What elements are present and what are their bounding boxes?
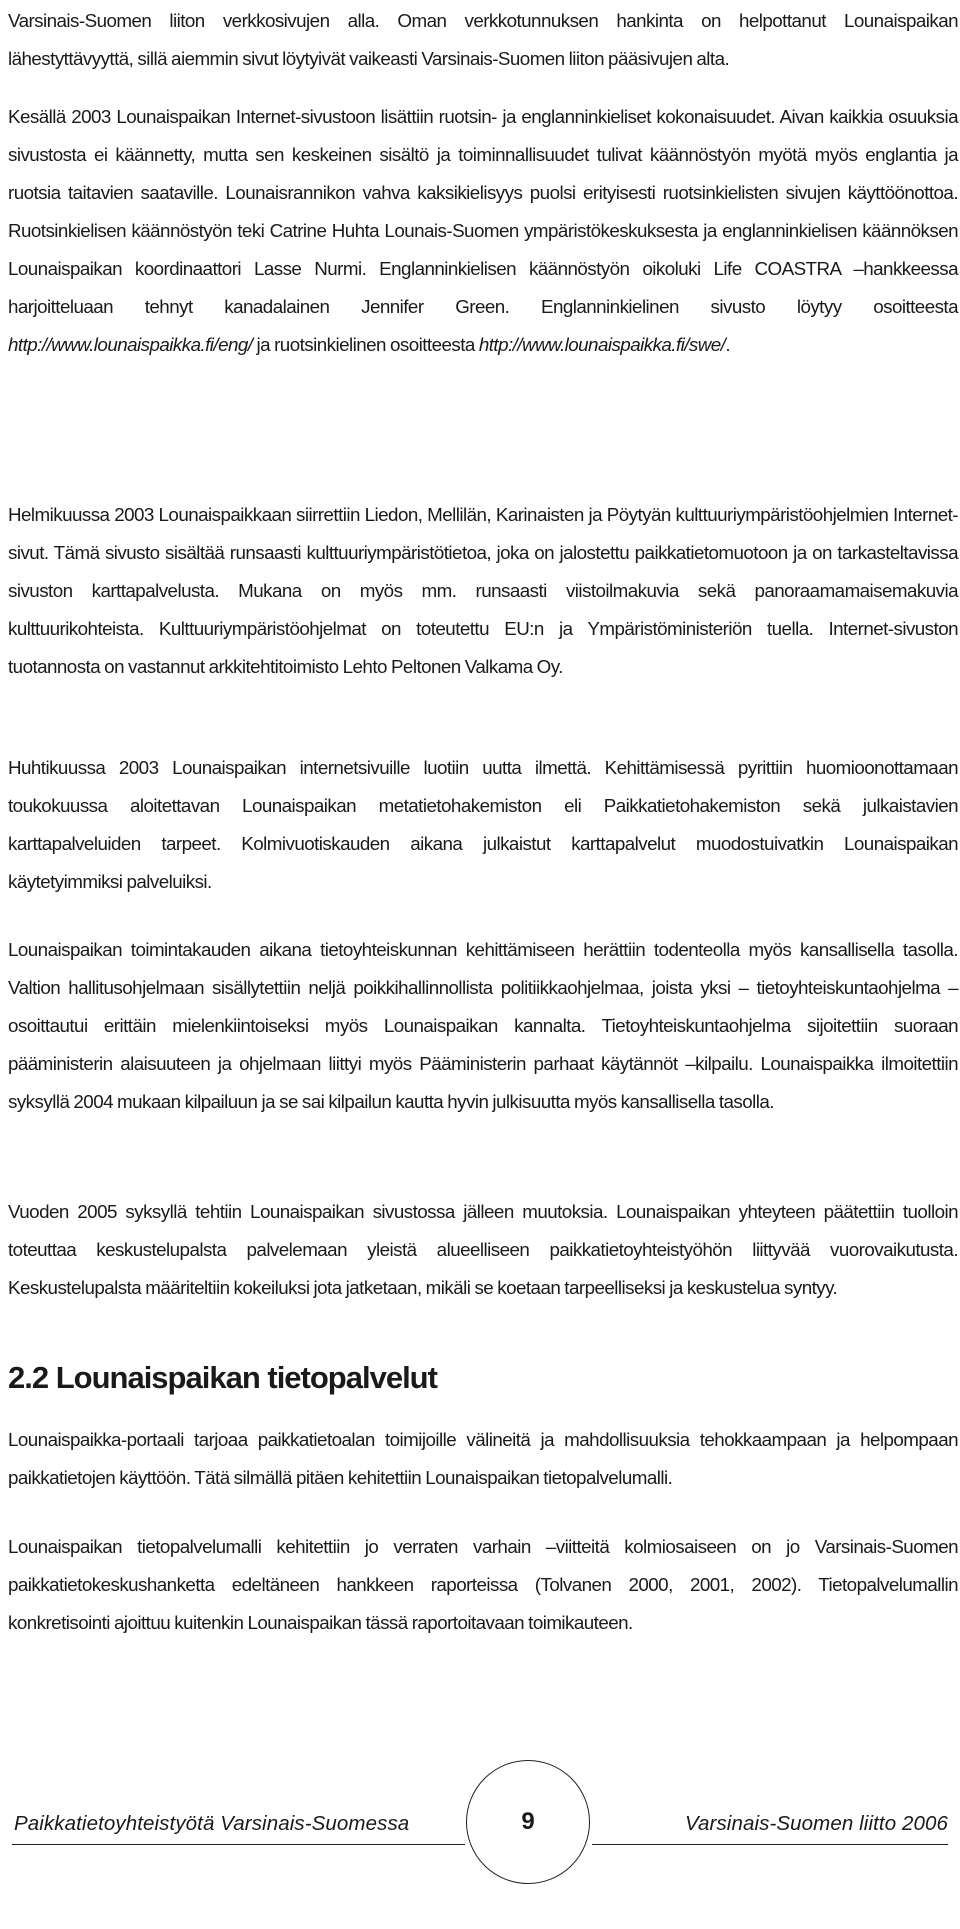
paragraph-cultural-environment: Helmikuussa 2003 Lounaispaikkaan siirrettiin Liedon, Mellilän, Karinaisten ja Pöytyän kulttuuriympäristöohjelmien Internet-sivut. Tämä sivusto sisältää runsaasti kulttuuriympäristötietoa, joka on jalostettu paikkatietomuotoon ja on tarkasteltavissa sivuston karttapalvelusta. Mukana on myös mm. runsaasti viistoilmakuvia sekä panoraamamaisemakuvia kulttuurikohteista. Kulttuuriympäristöohjelmat on toteutettu EU:n ja Ympäristöministeriön tuella. Internet-sivuston tuotannosta on vastannut arkkitehtitoimisto Lehto Peltonen Valkama Oy. [8,504,958,677]
paragraph-text: ja ruotsinkielinen osoitteesta [252,334,479,355]
paragraph-new-look: Huhtikuussa 2003 Lounaispaikan internetsivuille luotiin uutta ilmettä. Kehittämisessä pyrittiin huomioonottamaan toukokuussa aloitettavan Lounaispaikan metatietohakemiston eli Paikkatietohakemiston sekä julkaistavien karttapalveluiden tarpeet. Kolmivuotiskauden aikana julkaistut karttapalvelut muodostuivatkin Lounaispaikan käytetyimmiksi palveluiksi. [8,757,958,892]
section-heading: 2.2 Lounaispaikan tietopalvelut [8,1360,437,1395]
paragraph-discussion-forum: Vuoden 2005 syksyllä tehtiin Lounaispaikan sivustossa jälleen muutoksia. Lounaispaikan yhteyteen päätettiin tuolloin toteuttaa keskustelupalsta palvelemaan yleistä alueelliseen paikkatietoyhteistyöhön liittyvää vuorovaikutusta. Keskustelupalsta määriteltiin kokeiluksi jota jatketaan, mikäli se koetaan tarpeelliseksi ja keskustelua syntyy. [8,1201,958,1298]
page-number: 9 [521,1808,535,1835]
footer-divider-left [12,1844,465,1845]
paragraph-text: . [725,334,731,355]
footer-publication-title: Paikkatietoyhteistyötä Varsinais-Suomessa [14,1812,410,1835]
page-number-circle [466,1760,590,1884]
paragraph-information-society: Lounaispaikan toimintakauden aikana tietoyhteiskunnan kehittämiseen herättiin todenteolla myös kansallisella tasolla. Valtion hallitusohjelmaan sisällytettiin neljä poikkihallinnollista politiikkaohjelmaa, joista yksi – tietoyhteiskuntaohjelma – osoittautui erittäin mielenkiintoiseksi myös Lounaispaikan kannalta. Tietoyhteiskuntaohjelma sijoitettiin suoraan pääministerin alaisuuteen ja ohjelmaan liittyi myös Pääministerin parhaat käytännöt –kilpailu. Lounaispaikka ilmoitettiin syksyllä 2004 mukaan kilpailuun ja se sai kilpailun kautta hyvin julkisuutta myös kansallisella tasolla. [8,939,958,1112]
footer-divider-right [592,1844,948,1845]
paragraph-language-versions [8,98,958,364]
footer-publisher: Varsinais-Suomen liitto 2006 [685,1812,948,1835]
swedish-site-link[interactable]: http://www.lounaispaikka.fi/swe/ [478,334,726,355]
paragraph-text: Kesällä 2003 Lounaispaikan Internet-sivustoon lisättiin ruotsin- ja englanninkieliset kokonaisuudet. Aivan kaikkia osuuksia sivustosta ei käännetty, mutta sen keskeinen sisältö ja toiminnallisuudet tulivat käännöstyön myötä myös englantia ja ruotsia taitavien saataville. Lounaisrannikon vahva kaksikielisyys puolsi erityisesti ruotsinkielisten sivujen käyttöönottoa. Ruotsinkielisen käännöstyön teki Catrine Huhta Lounais-Suomen ympäristökeskuksesta ja englanninkielisen käännöksen Lounaispaikan koordinaattori Lasse Nurmi. Englanninkielisen käännöstyön oikoluki Life COASTRA –hankkeessa harjoitteluaan tehnyt kanadalainen Jennifer Green. Englanninkielinen sivusto löytyy osoitteesta [8,106,958,317]
paragraph-portal-intro: Lounaispaikka-portaali tarjoaa paikkatietoalan toimijoille välineitä ja mahdollisuuksia tehokkaampaan ja helpompaan paikkatietojen käyttöön. Tätä silmällä pitäen kehitettiin Lounaispaikan tietopalvelumalli. [8,1429,958,1488]
paragraph-service-model: Lounaispaikan tietopalvelumalli kehitettiin jo verraten varhain –viitteitä kolmiosaiseen on jo Varsinais-Suomen paikkatietokeskushanketta edeltäneen hankkeen raporteissa (Tolvanen 2000, 2001, 2002). Tietopalvelumallin konkretisointi ajoittuu kuitenkin Lounaispaikan tässä raportoitavaan toimikauteen. [8,1536,958,1633]
paragraph-web-domain: Varsinais-Suomen liiton verkkosivujen alla. Oman verkkotunnuksen hankinta on helpottanut Lounaispaikan lähestyttävyyttä, sillä aiemmin sivut löytyivät vaikeasti Varsinais-Suomen liiton pääsivujen alta. [8,10,958,69]
english-site-link[interactable]: http://www.lounaispaikka.fi/eng/ [8,334,253,355]
